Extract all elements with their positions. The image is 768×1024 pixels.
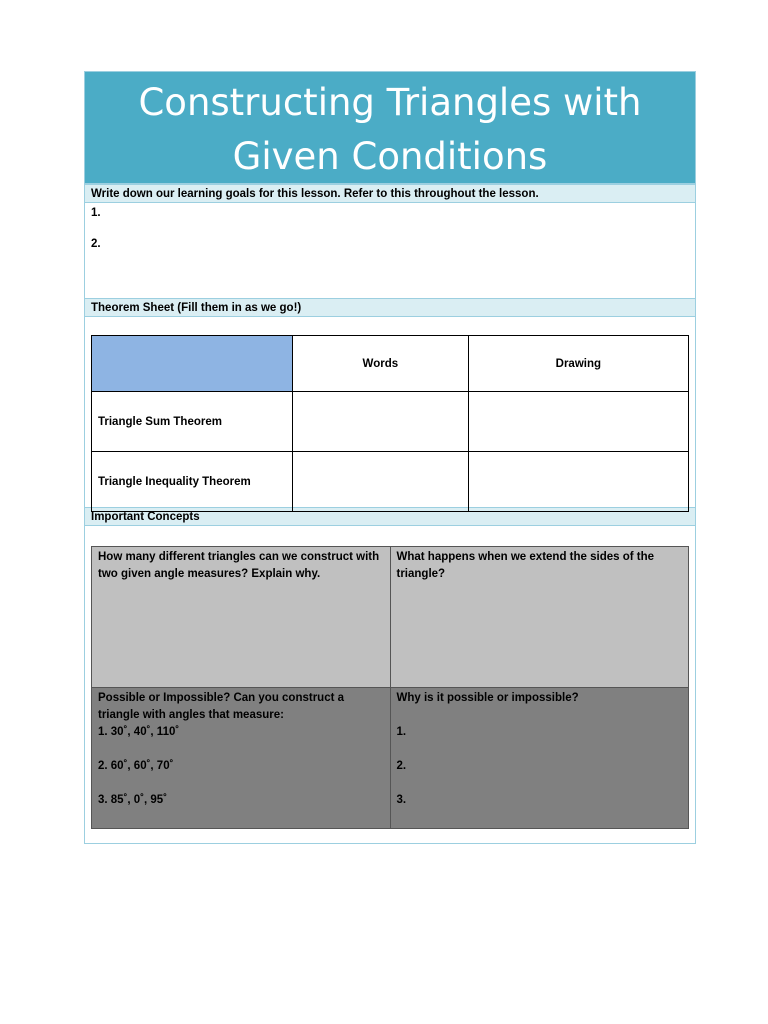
concepts-section	[85, 526, 695, 843]
goal-item-1: 1.	[91, 207, 101, 219]
goals-instruction: Write down our learning goals for this lesson. Refer to this throughout the lesson.	[85, 184, 695, 203]
question-triangles-two-angles: How many different triangles can we construct with two given angle measures? Explain why.	[92, 547, 391, 688]
title-line-1: Constructing Triangles with	[138, 81, 642, 124]
row-label-triangle-inequality: Triangle Inequality Theorem	[92, 452, 293, 512]
column-header-drawing: Drawing	[468, 336, 688, 392]
worksheet-title	[85, 72, 695, 184]
question-extend-sides: What happens when we extend the sides of the triangle?	[390, 547, 689, 688]
angle-set-1: 1. 30˚, 40˚, 110˚	[98, 726, 180, 738]
row-label-triangle-sum: Triangle Sum Theorem	[92, 392, 293, 452]
goal-item-2: 2.	[91, 238, 101, 250]
answer-3: 3.	[396, 794, 407, 806]
cell-triangle-inequality-words	[293, 452, 469, 512]
answer-2: 2.	[396, 760, 407, 772]
theorem-section	[85, 317, 695, 507]
why-possible-prompt: Why is it possible or impossible?	[396, 692, 579, 704]
title-line-2: Given Conditions	[232, 135, 548, 178]
theorem-table	[91, 335, 689, 512]
goals-section	[85, 203, 695, 298]
important-concepts-heading: Important Concepts	[85, 507, 695, 526]
question-possible-impossible	[92, 688, 391, 829]
column-header-words: Words	[293, 336, 469, 392]
answer-1: 1.	[396, 726, 407, 738]
cell-triangle-inequality-drawing	[468, 452, 688, 512]
angle-set-3: 3. 85˚, 0˚, 95˚	[98, 794, 168, 806]
worksheet	[84, 71, 696, 844]
question-why-possible	[390, 688, 689, 829]
cell-triangle-sum-words	[293, 392, 469, 452]
theorem-sheet-heading: Theorem Sheet (Fill them in as we go!)	[85, 298, 695, 317]
angle-set-2: 2. 60˚, 60˚, 70˚	[98, 760, 174, 772]
possible-impossible-prompt: Possible or Impossible? Can you construct a triangle with angles that measure:	[98, 692, 345, 721]
theorem-table-corner	[92, 336, 293, 392]
cell-triangle-sum-drawing	[468, 392, 688, 452]
concepts-table	[91, 546, 689, 829]
